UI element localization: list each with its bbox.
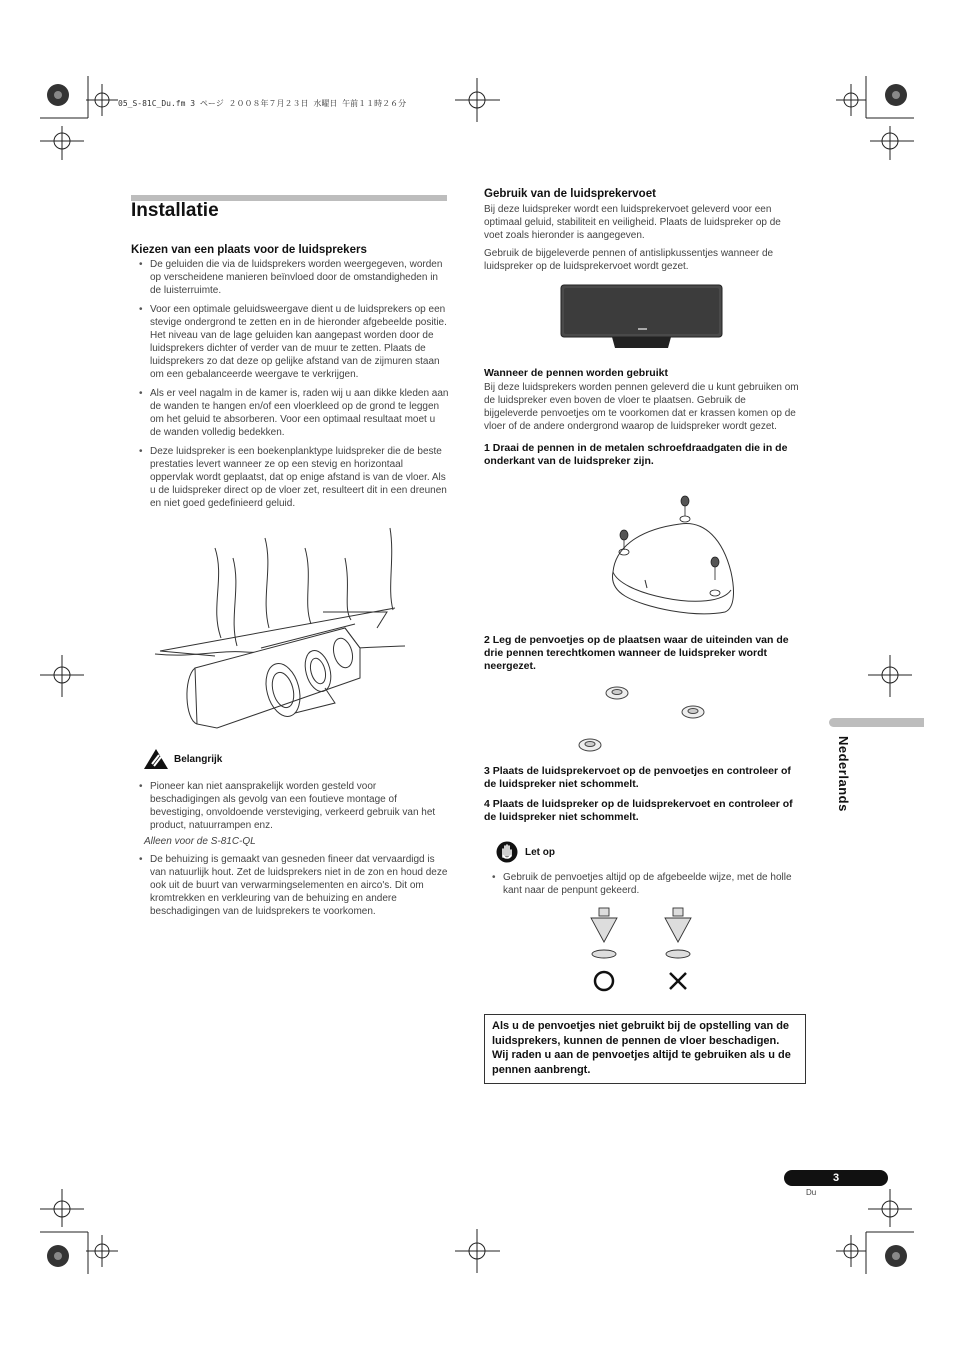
list-item: • De behuizing is gemaakt van gesneden fineer dat vervaardigd is van natuurlijk hout. Zet de luidsprekers niet in de zon en houd deze ook uit de buurt van verwarmingselementen en airco's. Dit om kromtrekken en verkleuring van de behuizing en andere beschadigingen van de luidsprekers te voorkomen. (131, 853, 449, 918)
stand-spikes-illustration (605, 490, 740, 620)
caution-title: Let op (525, 846, 555, 858)
stand-paragraph-2: Gebruik de bijgeleverde pennen of antislipkussentjes wanneer de luidspreker op de luidsprekervoet wordt gezet. (484, 248, 774, 272)
warning-bullet-list-2 (131, 853, 449, 918)
list-item: • Als er veel nagalm in de kamer is, raden wij u aan dikke kleden aan de wanden te hangen en/of een vloerkleed op de grond te leggen om het geluid te absorberen. Voor een optimaal resultaat moet u de wanden volledig bedekken. (131, 387, 449, 439)
stand-paragraph-1: Bij deze luidspreker wordt een luidsprekervoet geleverd voor een optimaal geluid, stabiliteit en veiligheid. Plaats de luidspreker op de voet zoals hieronder is aangegeven. (484, 204, 781, 241)
spikes-paragraph: Bij deze luidsprekers worden pennen geleverd die u kunt gebruiken om de luidspreker even boven de vloer te plaatsen. Gebruik de bijgeleverde penvoetjes om te voorkomen dat er krassen komen op de vloer of de andere ondergrond waarop de luidspreker wordt gezet. (484, 382, 799, 432)
incorrect-cross-icon (670, 973, 686, 989)
step-2: 2 Leg de penvoetjes op de plaatsen waar de uiteinden van de drie pennen terechtkomen wanneer de luidspreker wordt neergezet. (484, 634, 789, 672)
step-1: 1 Draai de pennen in de metalen schroefdraadgaten die in de onderkant van de luidspreker zijn. (484, 442, 788, 467)
section-stand (484, 188, 800, 273)
caution-block (484, 841, 800, 903)
correct-circle-icon (595, 972, 613, 990)
step-3: 3 Plaats de luidsprekervoet op de penvoetjes en controleer of de luidspreker niet schommelt. (484, 765, 791, 790)
section-placement-heading: Kiezen van een plaats voor de luidsprekers (131, 244, 367, 256)
warning-block (131, 748, 449, 924)
step-2-block (484, 634, 800, 673)
page-language-code: Du (806, 1188, 817, 1197)
model-note: Alleen voor de S-81C-QL (144, 836, 256, 847)
speaker-on-stand-illustration (560, 284, 723, 350)
speaker-placement-illustration (155, 528, 405, 738)
subsection-spikes-heading: Wanneer de pennen worden gebruikt (484, 367, 668, 379)
warning-triangle-icon (143, 748, 169, 770)
print-file-header: 05_S-81C_Du.fm 3 ページ ２００８年７月２３日 水曜日 午前１１時２６分 (118, 99, 407, 108)
list-item: • Voor een optimale geluidsweergave dient u de luidsprekers op een stevige ondergrond te zetten en in de hieronder afgebeelde positie. Het niveau van de lage geluiden kan aangepast worden door de luidsprekers dichter of verder van de muur te zetten. Plaats de luidsprekers zo dat deze op gelijke afstand van de zijmuren staan om een gebalanceerde weergave te verkrijgen. (131, 303, 449, 381)
language-side-label: Nederlands (836, 736, 851, 812)
subsection-spikes (484, 367, 800, 468)
caution-bullet-list (484, 871, 800, 897)
placement-bullet-list (131, 258, 449, 510)
list-item: • De geluiden die via de luidsprekers worden weergegeven, worden op verscheidene manieren beïnvloed door de omstandigheden in de luisterruimte. (131, 258, 449, 297)
important-note-box: Als u de penvoetjes niet gebruikt bij de opstelling van de luidsprekers, kunnen de pennen de vloer beschadigen. Wij raden u aan de penvoetjes altijd te gebruiken als u de pennen aanbrengt. (484, 1014, 806, 1084)
spike-pads-illustration (575, 682, 715, 758)
list-item: • Deze luidspreker is een boekenplanktype luidspreker die de beste prestaties levert wanneer ze op een stevig en horizontaal oppervlak wordt geplaatst, dat op enige afstand is van de vloer. Als u de luidspreker direct op de vloer zet, resulteert dit in een dreunen en niet goed gedefinieerd geluid. (131, 445, 449, 510)
hand-stop-icon (496, 841, 518, 863)
step-4: 4 Plaats de luidspreker op de luidsprekervoet en controleer of de luidspreker niet schommelt. (484, 798, 793, 823)
list-item: • Pioneer kan niet aansprakelijk worden gesteld voor beschadigingen als gevolg van een foutieve montage of bevestiging, onvoldoende versteviging, verkeerd gebruik van het product, natuurrampen enz. (131, 780, 449, 832)
pad-orientation-illustration (585, 906, 695, 996)
section-stand-heading: Gebruik van de luidsprekervoet (484, 188, 656, 200)
list-item: • Gebruik de penvoetjes altijd op de afgebeelde wijze, met de holle kant naar de penpunt gekeerd. (484, 871, 800, 897)
page-number: 3 (784, 1170, 888, 1186)
section-placement (131, 244, 449, 516)
warning-title: Belangrijk (174, 753, 223, 765)
steps-3-4 (484, 765, 800, 824)
warning-bullet-list (131, 780, 449, 832)
language-side-tab (829, 718, 924, 727)
page-title: Installatie (131, 200, 219, 221)
